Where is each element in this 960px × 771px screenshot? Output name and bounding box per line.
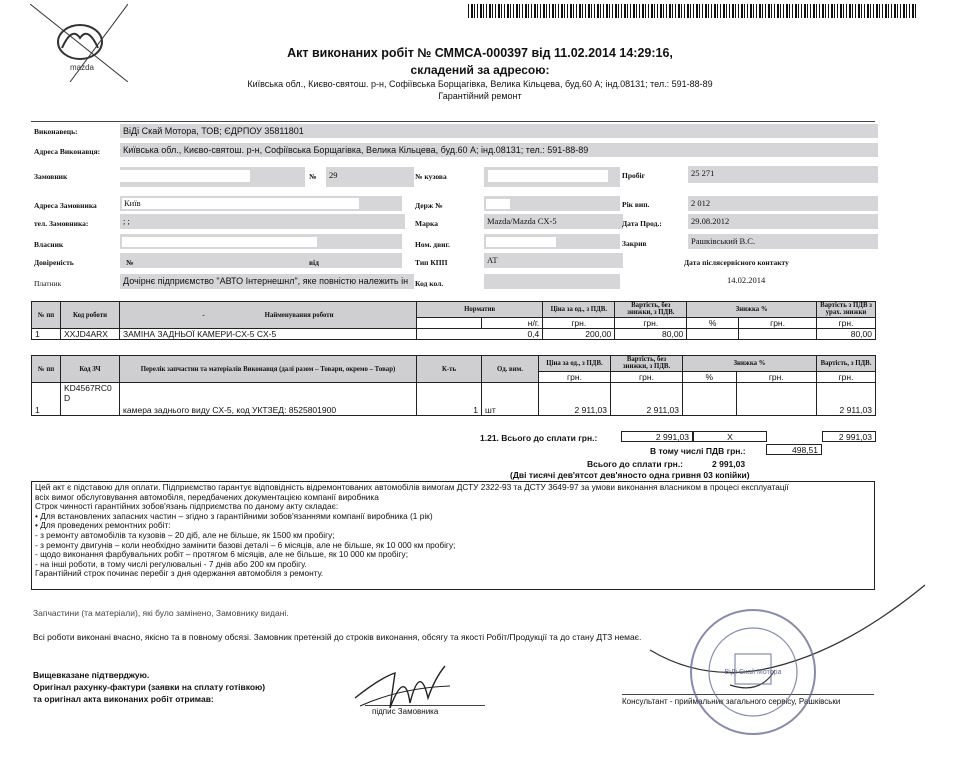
document-subtitle: складений за адресою: [410, 63, 550, 77]
pcol-price: Ціна за од., з ПДВ. [539, 356, 611, 372]
work-num: 1 [32, 329, 61, 340]
number-value: 29 [326, 167, 414, 187]
vat-value: 498,51 [766, 444, 822, 455]
table-row [32, 329, 876, 340]
accepted-label: Закрив [622, 239, 647, 248]
proxy-no-label: № [126, 258, 134, 267]
part-name: камера заднього виду CX-5, код УКТЗЕД: 8525801900 [120, 383, 417, 416]
pcol-qty: К-ть [417, 356, 482, 383]
make-label: Марка [415, 219, 438, 228]
pay-value: 2 991,03 [712, 459, 746, 469]
customer-signature [350, 658, 460, 718]
sale-date-value: 29.08.2012 [688, 214, 878, 229]
barcode [468, 4, 918, 18]
punit-pct: % [683, 371, 737, 382]
pcol-name: Перелік запчастин та матеріалів Виконавця (далі разом – Товари, окремо – Товар) [120, 356, 417, 383]
year-value: 2 012 [688, 196, 878, 211]
svg-text:mazda: mazda [69, 63, 95, 72]
terms-line: - з ремонту автомобілів та кузовів – 20 діб, але не більше, як 1500 км пробігу; [35, 529, 335, 540]
work-cost: 80,00 [615, 329, 687, 340]
terms-line: Цей акт є підставою для оплати. Підприємство гарантує відповідність відремонтованих автомобілів вимогам ДСТУ 2322-93 та ДСТУ 3649-97 за умови виконання власником в процесі експлуатації [35, 482, 789, 492]
pcol-code: Код ЗЧ [61, 356, 120, 383]
pcol-discount: Знижка % [683, 356, 817, 372]
work-name: ЗАМІНА ЗАДНЬОЇ КАМЕРИ-CX-5 CX-5 [120, 329, 417, 340]
post-service-label: Дата післясервісного контакту [684, 258, 789, 267]
consultant-caption: Консультант - приймальник загального сервісу, Рашківськи [622, 697, 841, 706]
terms-line: - з ремонту двигунів – коли необхідно замінити базові деталі – 6 місяців, але не більше, як 10 000 км пробігу; [35, 539, 456, 550]
parts-table [31, 355, 876, 416]
customer-sign-caption: підпис Замовника [372, 707, 439, 716]
confirm-line-3: та оригінал акта виконаних робіт отримав: [33, 694, 214, 704]
customer-address-value: Київ [122, 198, 359, 209]
code-field [484, 274, 620, 289]
terms-line: - щодо виконання фарбувальних робіт – протягом 6 місяців, але не більше, як 10 000 км пробігу; [35, 549, 408, 560]
col-name-dot: - [202, 311, 205, 319]
terms-line: Строк чинності гарантійних зобов'язань підприємства по даному акту складає: [35, 501, 339, 512]
total-x: X [693, 431, 767, 442]
col-cost: Вартість, без знижки, з ПДВ. [615, 302, 687, 318]
part-total: 2 911,03 [817, 383, 876, 416]
terms-line: • Для встановлених запасних частин – згідно з гарантійними зобов'язаннями компанії виробника (1 рік) [35, 510, 433, 521]
make-value: Mazda/Mazda CX-5 [484, 214, 623, 229]
gearbox-label: Тип КПП [415, 258, 448, 267]
pcol-cost-disc: Вартість, з ПДВ. [817, 356, 876, 372]
gearbox-value: АТ [484, 253, 623, 268]
pcol-unit: Од. вим. [482, 356, 539, 383]
punit-total: грн. [817, 371, 876, 382]
mileage-label: Пробіг [622, 171, 645, 180]
terms-line: • Для проведених ремонтних робіт: [35, 520, 171, 531]
number-label: № [309, 172, 317, 181]
col-price: Ціна за од., з ПДВ. [543, 302, 615, 318]
unit-total: грн. [817, 317, 876, 328]
table-row [32, 383, 876, 416]
total-label: 1.21. Всього до сплати грн.: [480, 433, 598, 443]
engine-no-label: Ном. двиг. [415, 240, 450, 249]
vat-label: В тому числі ПДВ грн.: [650, 446, 746, 456]
works-header-row [32, 302, 876, 318]
unit-cost: грн. [615, 317, 687, 328]
customer-label: Замовник [34, 172, 68, 181]
terms-line: всіх вимог обслуговування автомобіля, передбачених документацією компанії виробника [35, 491, 379, 502]
total-final: 2 991,03 [822, 431, 876, 442]
owner-label: Власник [34, 240, 64, 249]
terms-line: Гарантійний строк починає перебіг з дня одержання автомобіля з ремонту. [35, 568, 324, 579]
customer-phone-value: ; ; [120, 214, 405, 229]
engine-no-redacted [486, 237, 556, 247]
code-label: Код кол. [415, 279, 444, 288]
total-value: 2 991,03 [621, 431, 693, 442]
customer-address-label: Адреса Замовника [34, 201, 97, 210]
parts-header-row [32, 356, 876, 372]
part-qty: 1 [417, 383, 482, 416]
punit-disc: грн. [736, 371, 816, 382]
col-num: № пп [32, 302, 61, 329]
col-discount: Знижка % [687, 302, 817, 318]
work-discount-sum [739, 329, 817, 340]
col-code: Код роботи [61, 302, 120, 329]
work-norm: 0,4 [417, 329, 543, 340]
proxy-from-label: від [309, 258, 319, 267]
state-no-redacted [486, 199, 510, 209]
confirm-line-2: Оригінал рахунку-фактури (заявки на сплату готівкою) [33, 682, 266, 692]
body-no-redacted [488, 170, 608, 182]
executor-value: ВіДі Скай Мотора, ТОВ; ЄДРПОУ 35811801 [120, 124, 878, 138]
punit-price: грн. [539, 371, 611, 382]
part-code [61, 383, 120, 416]
owner-redacted [122, 237, 317, 247]
unit-placeholder [417, 317, 482, 328]
part-code-line1: KD4567RC0 [64, 383, 112, 393]
part-price: 2 911,03 [539, 383, 611, 416]
works-note: Всі роботи виконані вчасно, якісно та в повному обсязі. Замовник претензій до строків виконання, обсягу та якості Робіт/Продукції та до стану ДТЗ немає. [33, 632, 642, 642]
header-address: Київська обл., Києво-святош. р-н, Софіївська Борщагівка, Велика Кільцева, буд.60 А; інд.08131; тел.: 591-88-89 [247, 79, 713, 89]
unit-pct: % [687, 317, 739, 328]
part-cost: 2 911,03 [611, 383, 683, 416]
svg-text:ВіДі Скай Мотора: ВіДі Скай Мотора [724, 669, 782, 676]
part-discount-sum [736, 383, 816, 416]
state-no-label: Держ № [415, 201, 443, 210]
executor-address-label: Адреса Виконавця: [34, 147, 101, 156]
warranty-terms [31, 481, 875, 590]
unit-norm: н/г. [482, 317, 543, 328]
accepted-value: Рашківський В.С. [688, 234, 878, 249]
repair-type: Гарантійний ремонт [438, 91, 522, 101]
unit-price: грн. [543, 317, 615, 328]
works-table [31, 301, 876, 340]
work-price: 200,00 [543, 329, 615, 340]
mileage-value: 25 271 [688, 166, 878, 183]
col-name-text: Найменування роботи [264, 311, 334, 319]
payer-value: Дочірнє підприємство "АВТО Інтернешнл", яке повністю належить ін [120, 274, 414, 289]
terms-line: - на інші роботи, в тому числі регулювальні - 7 днів або 200 км пробігу. [35, 558, 307, 569]
col-norm: Норматив [417, 302, 543, 318]
body-no-label: № кузова [415, 172, 447, 181]
pcol-num: № пп [32, 356, 61, 383]
proxy-field [120, 253, 402, 268]
customer-redacted [120, 170, 250, 182]
year-label: Рік вип. [622, 200, 650, 209]
executor-label: Виконавець: [34, 127, 78, 136]
punit-cost: грн. [611, 371, 683, 382]
customer-phone-label: тел. Замовника: [34, 219, 89, 228]
executor-address-value: Київська обл., Києво-святош. р-н, Софіївська Борщагівка, Велика Кільцева, буд.60 А; інд.08131; тел.: 591-88-89 [120, 143, 878, 157]
part-unit: шт [482, 383, 539, 416]
document-title: Акт виконаних робіт № СММСА-000397 від 11.02.2014 14:29:16, [287, 46, 673, 60]
confirm-line-1: Вищевказане підтверджую. [33, 670, 150, 680]
amount-in-words: (Дві тисячі дев'ятсот дев'яносто одна гривня 03 копійки) [510, 470, 750, 480]
part-code-line2: D [64, 393, 71, 403]
divider [31, 121, 875, 122]
company-stamp [683, 602, 823, 742]
col-cost-disc: Вартість з ПДВ з урах. знижки [817, 302, 876, 318]
work-code: XXJD4ARX [61, 329, 120, 340]
payer-label: Платник [34, 279, 62, 288]
pcol-cost: Вартість, без знижки, з ПДВ. [611, 356, 683, 372]
part-discount [683, 383, 737, 416]
part-num: 1 [32, 383, 61, 416]
col-name [120, 302, 417, 329]
work-discount [687, 329, 739, 340]
sale-date-label: Дата Прод.: [622, 219, 662, 228]
pay-label: Всього до сплати грн.: [587, 459, 684, 469]
unit-disc: грн. [739, 317, 817, 328]
post-service-value: 14.02.2014 [727, 275, 766, 285]
parts-note: Запчастини (та матеріали), які було замінено, Замовнику видані. [33, 608, 289, 618]
work-total: 80,00 [817, 329, 876, 340]
proxy-label: Довіреність [34, 258, 74, 267]
